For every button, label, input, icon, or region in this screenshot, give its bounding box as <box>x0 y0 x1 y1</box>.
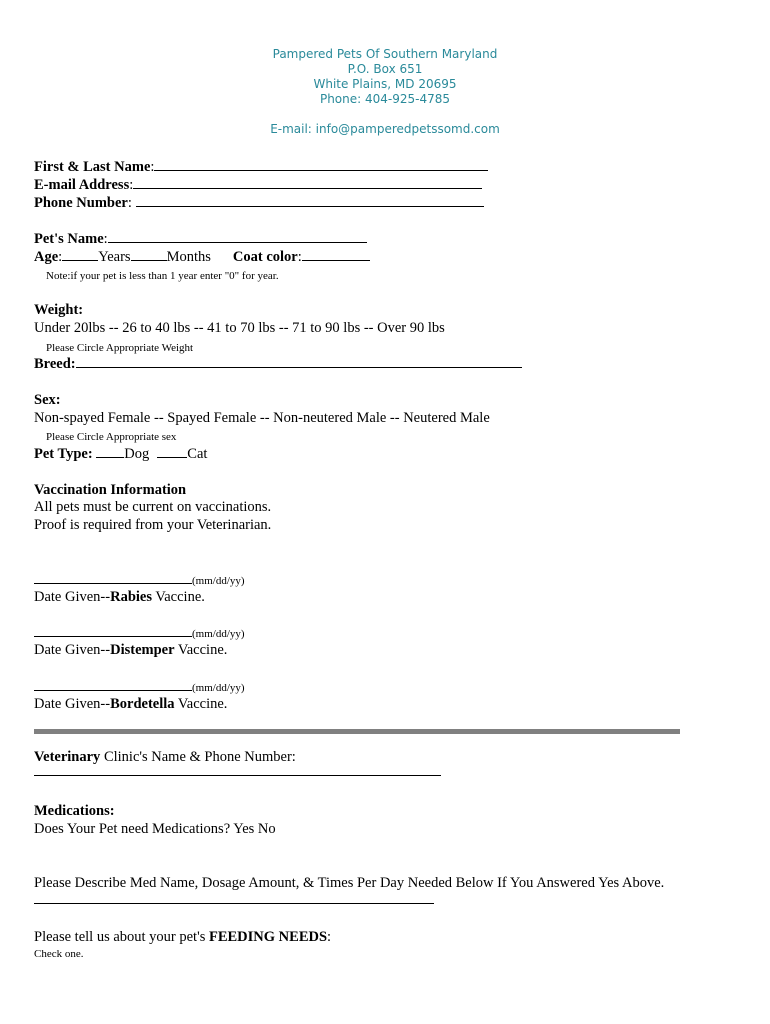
rabies-date-format: (mm/dd/yy) <box>192 575 245 587</box>
rabies-date-field[interactable] <box>34 571 192 584</box>
bordetella-label-row <box>34 695 227 713</box>
po-box: P.O. Box 651 <box>347 62 423 76</box>
age-months-field[interactable] <box>131 248 167 261</box>
pet-name-field[interactable] <box>108 230 367 243</box>
city-line: White Plains, MD 20695 <box>313 77 457 91</box>
feeding-prefix: Please tell us about your pet's <box>34 929 209 945</box>
owner-name-field[interactable] <box>154 158 488 171</box>
section-divider <box>34 729 680 734</box>
owner-email-label: E-mail Address <box>34 177 130 193</box>
feeding-bold: FEEDING NEEDS <box>208 929 328 945</box>
cat-field[interactable] <box>157 445 187 458</box>
medications-field[interactable] <box>34 891 434 904</box>
sex-heading-text: Sex: <box>34 392 61 408</box>
pet-name-label: Pet's Name <box>34 231 104 247</box>
pet-type-row <box>34 445 207 463</box>
distemper-date-format: (mm/dd/yy) <box>192 628 245 640</box>
distemper-date-field[interactable] <box>34 624 192 637</box>
vaccination-line-2: Proof is required from your Veterinarian. <box>34 517 272 533</box>
distemper-name: Distemper <box>110 642 175 658</box>
owner-phone-field[interactable] <box>136 194 484 207</box>
breed-row <box>34 355 522 373</box>
coat-color-field[interactable] <box>302 248 370 261</box>
age-row: Age: Years Months Coat color: <box>34 248 370 266</box>
sex-note: Please Circle Appropriate sex <box>46 431 177 443</box>
rabies-suffix: Vaccine. <box>152 589 205 605</box>
weight-options[interactable]: Under 20lbs -- 26 to 40 lbs -- 41 to 70 lbs -- 71 to 90 lbs -- Over 90 lbs <box>34 320 445 336</box>
sex-options[interactable]: Non-spayed Female -- Spayed Female -- Non-neutered Male -- Neutered Male <box>34 410 490 426</box>
vaccination-line-1: All pets must be current on vaccinations. <box>34 499 272 515</box>
feeding-note: Check one. <box>34 948 84 960</box>
owner-email-row: E-mail Address: <box>34 176 482 194</box>
vet-field-row <box>34 763 441 781</box>
distemper-date-given: Date Given-- <box>34 642 111 658</box>
vet-label-rest: Clinic's Name & Phone Number: <box>100 749 296 765</box>
dog-label: Dog <box>124 446 150 462</box>
medications-field-row <box>34 891 434 909</box>
age-label: Age <box>34 249 59 265</box>
owner-phone-row: Phone Number: <box>34 194 484 212</box>
vet-field[interactable] <box>34 763 441 776</box>
medications-question[interactable]: Does Your Pet need Medications? Yes No <box>34 821 276 837</box>
bordetella-name: Bordetella <box>110 696 175 712</box>
pet-name-row: Pet's Name: <box>34 230 367 248</box>
owner-name-label: First & Last Name <box>34 159 151 175</box>
rabies-date-given: Date Given-- <box>34 589 111 605</box>
bordetella-date-given: Date Given-- <box>34 696 111 712</box>
weight-note: Please Circle Appropriate Weight <box>46 342 194 354</box>
weight-heading <box>34 301 83 319</box>
feeding-row <box>34 928 331 946</box>
bordetella-date-format: (mm/dd/yy) <box>192 682 245 694</box>
rabies-label-row <box>34 588 205 606</box>
company-name: Pampered Pets Of Southern Maryland <box>272 47 498 61</box>
age-years-field[interactable] <box>62 248 98 261</box>
owner-email-field[interactable] <box>133 176 482 189</box>
age-note: Note:if your pet is less than 1 year enter "0" for year. <box>46 270 279 282</box>
pet-type-label: Pet Type: <box>34 446 93 462</box>
distemper-label-row <box>34 641 227 659</box>
owner-name-row: First & Last Name: <box>34 158 488 176</box>
phone-line: Phone: 404-925-4785 <box>319 92 451 106</box>
vaccination-heading-text: Vaccination Information <box>34 482 187 498</box>
sex-heading <box>34 391 61 409</box>
bordetella-suffix: Vaccine. <box>174 696 228 712</box>
vaccination-heading <box>34 481 186 499</box>
distemper-suffix: Vaccine. <box>174 642 228 658</box>
weight-heading-text: Weight: <box>34 302 84 318</box>
email-line: E-mail: info@pamperedpetssomd.com <box>270 122 500 136</box>
rabies-name: Rabies <box>110 589 152 605</box>
coat-color-label: Coat color <box>232 249 298 265</box>
cat-label: Cat <box>187 446 208 462</box>
medications-heading <box>34 802 115 820</box>
breed-label: Breed: <box>34 356 76 372</box>
dog-field[interactable] <box>96 445 124 458</box>
medications-describe: Please Describe Med Name, Dosage Amount, & Times Per Day Needed Below If You Answered Yes Above. <box>34 875 665 891</box>
breed-field[interactable] <box>76 355 522 368</box>
bordetella-date-field[interactable] <box>34 678 192 691</box>
owner-phone-label: Phone Number <box>34 195 128 211</box>
years-label: Years <box>98 249 131 265</box>
months-label: Months <box>166 249 211 265</box>
vet-label-bold: Veterinary <box>34 749 101 765</box>
medications-heading-text: Medications: <box>34 803 115 819</box>
feeding-suffix: : <box>327 929 332 945</box>
